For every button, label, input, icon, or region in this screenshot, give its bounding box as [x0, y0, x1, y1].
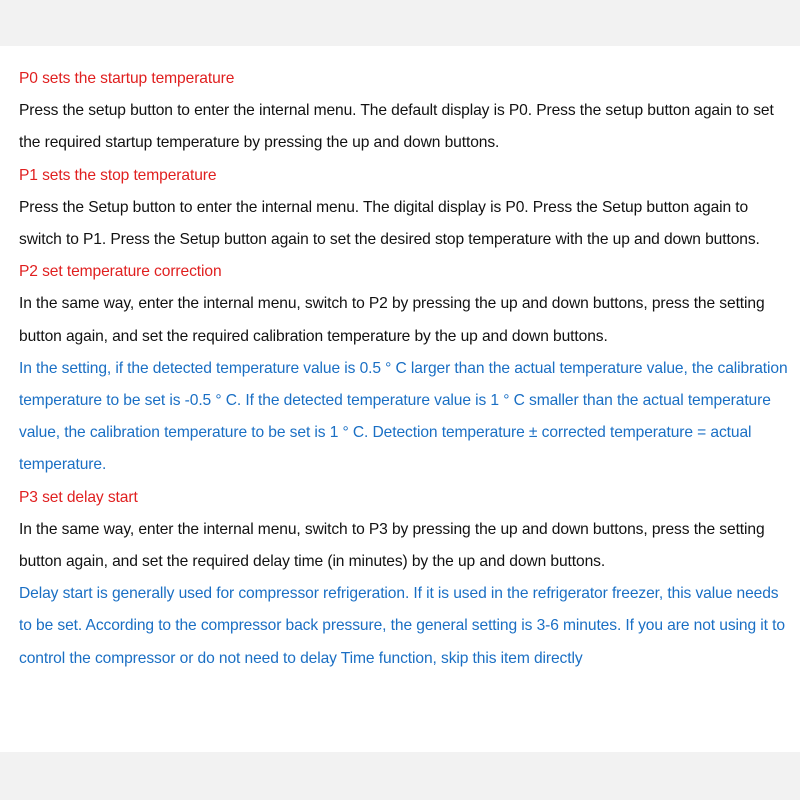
section-body-p0: Press the setup button to enter the internal menu. The default display is P0. Press the setup button again to set the required startup temperature by pressing the up and down buttons.	[19, 102, 774, 152]
section-p2	[19, 256, 794, 481]
section-heading-p3: P3 set delay start	[19, 488, 138, 506]
section-body-p1: Press the Setup button to enter the internal menu. The digital display is P0. Press the Setup button again to switch to P1. Press the Setup button again to set the desired stop temperature with the up and down buttons.	[19, 198, 760, 249]
instructions-document	[19, 63, 794, 675]
section-p1	[19, 160, 794, 257]
section-p0	[19, 63, 794, 160]
section-note-p2: In the setting, if the detected temperature value is 0.5 ° C larger than the actual temperature value, the calibration temperature to be set is -0.5 ° C. If the detected temperature value is 1 ° C smaller than the actual temperature value, the calibration temperature to be set is 1 ° C. Detection temperature ± corrected temperature = actual temperature.	[19, 359, 788, 474]
section-heading-p2: P2 set temperature correction	[19, 263, 222, 281]
section-body-p3: In the same way, enter the internal menu, switch to P3 by pressing the up and down buttons, press the setting button again, and set the required delay time (in minutes) by the up and down buttons.	[19, 520, 765, 571]
section-note-p3: Delay start is generally used for compressor refrigeration. If it is used in the refrigerator freezer, this value needs to be set. According to the compressor back pressure, the general setting is 3-6 minutes. If you are not using it to control the compressor or do not need to delay Time function, skip this item directly	[19, 585, 785, 667]
section-heading-p1: P1 sets the stop temperature	[19, 166, 217, 184]
section-heading-p0: P0 sets the startup temperature	[19, 70, 235, 87]
section-p3	[19, 482, 794, 675]
section-body-p2: In the same way, enter the internal menu, switch to P2 by pressing the up and down buttons, press the setting button again, and set the required calibration temperature by the up and down buttons.	[19, 295, 765, 345]
